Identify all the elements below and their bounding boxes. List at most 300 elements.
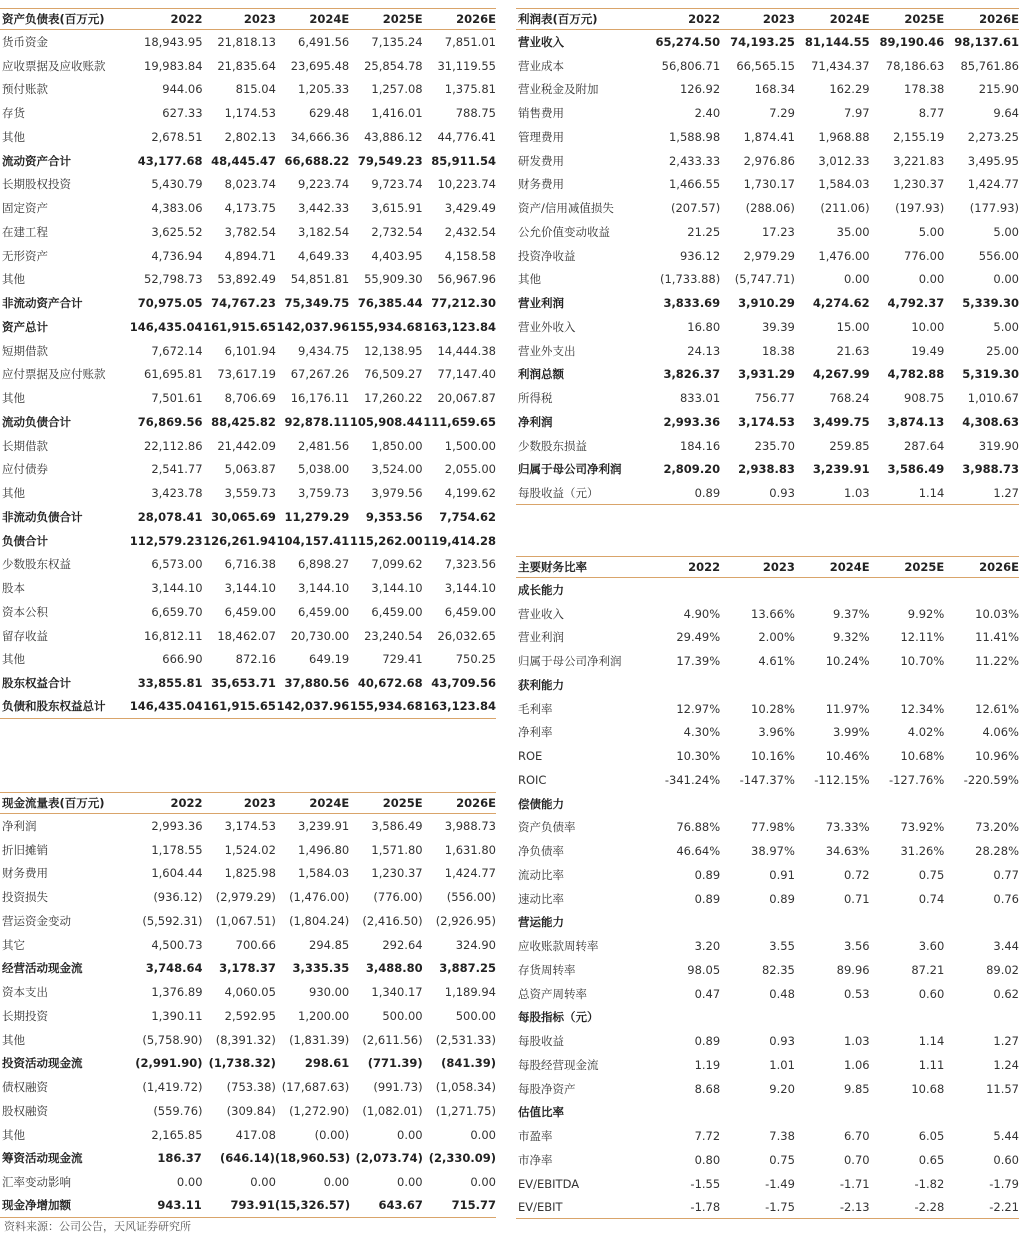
row-value: 9,434.75 (298, 343, 350, 358)
row-value: 7,099.62 (371, 557, 423, 572)
row-value: 1,340.17 (371, 985, 423, 1000)
row-value: 4,792.37 (887, 296, 945, 311)
row-value: 5.00 (993, 224, 1019, 239)
row-label: 无形资产 (2, 248, 48, 263)
row-value: 73.33% (825, 820, 870, 835)
row-value: -112.15% (814, 772, 870, 787)
row-value: 1,968.88 (818, 129, 870, 144)
row-value: 74,193.25 (730, 34, 795, 49)
row-value: 5,319.30 (962, 367, 1019, 382)
row-value: 4.30% (683, 725, 721, 740)
row-value: 16,812.11 (144, 628, 203, 643)
row-value: 8,023.74 (224, 177, 276, 192)
row-label: 短期借款 (2, 343, 48, 358)
row-value: 78,186.63 (885, 58, 945, 73)
row-value: 793.91 (230, 1198, 275, 1213)
table-row (516, 816, 1019, 840)
year-header: 2025E (904, 560, 945, 574)
row-value: -147.37% (739, 772, 795, 787)
year-header: 2024E (309, 796, 350, 810)
row-value: 20,730.00 (290, 628, 350, 643)
row-value: 417.08 (235, 1127, 276, 1142)
row-label: 少数股东损益 (518, 438, 587, 453)
row-value: 872.16 (235, 652, 276, 667)
row-value: 43,709.56 (431, 676, 496, 691)
financial-ratios-table (516, 556, 1019, 1219)
row-value: 1,730.17 (743, 177, 795, 192)
row-value: 944.06 (162, 82, 203, 97)
table-row (516, 626, 1019, 650)
row-value: (841.39) (441, 1056, 496, 1071)
row-value: 10.68% (900, 749, 945, 764)
table-row (0, 1170, 496, 1194)
row-value: 0.74 (918, 891, 945, 906)
row-label: 其他 (2, 1032, 25, 1047)
row-value: 3,979.56 (371, 486, 423, 501)
row-label: 负债和股东权益总计 (2, 699, 106, 714)
row-value: 1,584.03 (818, 177, 870, 192)
row-value: 1.27 (993, 1034, 1019, 1049)
row-value: (2,531.33) (435, 1032, 496, 1047)
row-value: 4,500.73 (151, 937, 203, 952)
row-value: 6,659.70 (151, 604, 203, 619)
row-value: 81,144.55 (804, 34, 870, 49)
source-note: 资料来源：公司公告，天风证券研究所 (4, 1220, 191, 1233)
row-value: 89,190.46 (879, 34, 945, 49)
row-value: 31,119.55 (437, 58, 496, 73)
row-label: 所得税 (518, 391, 553, 406)
row-value: 1,604.44 (151, 866, 203, 881)
row-value: 9.64 (993, 106, 1019, 121)
row-value: 23,240.54 (364, 628, 423, 643)
table-row (0, 933, 496, 957)
row-value: (207.57) (670, 201, 721, 216)
row-label: 估值比率 (518, 1105, 564, 1120)
row-value: 0.62 (993, 986, 1019, 1001)
row-value: 11.22% (975, 654, 1019, 669)
row-value: 0.93 (769, 485, 795, 500)
row-value: 3,988.73 (444, 818, 496, 833)
row-value: 3,495.95 (967, 153, 1019, 168)
row-value: 1,476.00 (818, 248, 870, 263)
row-value: 4.02% (907, 725, 945, 740)
row-value: 3,559.73 (224, 486, 276, 501)
row-value: 2,809.20 (663, 462, 721, 477)
row-label: 偿债能力 (518, 796, 564, 811)
row-value: 6.05 (918, 1129, 945, 1144)
row-label: 每股收益 (518, 1034, 564, 1049)
row-label: 总资产周转率 (518, 986, 587, 1001)
row-value: 11.57 (986, 1081, 1019, 1096)
row-value: 729.41 (382, 652, 423, 667)
row-label: 获利能力 (518, 677, 564, 692)
row-value: 4,649.33 (298, 248, 350, 263)
row-value: 48,445.47 (211, 153, 276, 168)
row-label: 应收票据及应收账款 (2, 58, 106, 73)
row-value: 34.63% (825, 844, 870, 859)
table-row (0, 671, 496, 695)
row-value: 21.25 (687, 224, 721, 239)
row-value: 3,144.10 (371, 581, 423, 596)
row-value: 4.61% (758, 654, 795, 669)
table-row (0, 291, 496, 315)
table-row (516, 244, 1019, 268)
row-value: 76,509.27 (364, 367, 423, 382)
row-value: (5,758.90) (142, 1032, 203, 1047)
row-label: 投资净收益 (518, 248, 576, 263)
row-value: 146,435.04 (129, 319, 203, 334)
balance-sheet-table (0, 8, 496, 719)
row-value: 715.77 (451, 1198, 496, 1213)
table-row (516, 602, 1019, 626)
row-value: 1,010.67 (967, 391, 1019, 406)
row-value: 3,615.91 (371, 201, 423, 216)
row-label: 其他 (2, 652, 25, 667)
row-label: 管理费用 (518, 129, 564, 144)
row-label: 投资活动现金流 (2, 1056, 83, 1071)
row-value: 4.06% (982, 725, 1019, 740)
row-value: 259.85 (829, 438, 870, 453)
table-row (0, 576, 496, 600)
row-value: 87.21 (911, 962, 945, 977)
year-header: 2024E (309, 12, 350, 26)
row-value: 324.90 (455, 937, 496, 952)
table-row (516, 1053, 1019, 1077)
table-row (0, 410, 496, 434)
row-value: 776.00 (904, 248, 945, 263)
row-value: 0.65 (918, 1152, 945, 1167)
row-value: (177.93) (969, 201, 1019, 216)
row-label: 营业税金及附加 (518, 82, 599, 97)
row-value: 9,353.56 (365, 509, 423, 524)
row-value: 3,221.83 (893, 153, 945, 168)
row-value: 25.00 (986, 343, 1019, 358)
row-value: 16.80 (687, 319, 721, 334)
row-value: -1.82 (914, 1176, 945, 1191)
row-label: 归属于母公司净利润 (518, 462, 622, 477)
row-label: 经营活动现金流 (2, 961, 83, 976)
row-value: -1.75 (765, 1199, 795, 1214)
row-value: 1.19 (694, 1057, 721, 1072)
row-value: 10.30% (676, 749, 721, 764)
row-value: 56,967.96 (437, 272, 496, 287)
row-value: (197.93) (895, 201, 945, 216)
row-label: 速动比率 (518, 891, 564, 906)
table-row (0, 885, 496, 909)
row-value: 0.00 (397, 1175, 423, 1190)
row-value: 2,979.29 (743, 248, 795, 263)
row-label: 净利率 (518, 725, 553, 740)
table-row (516, 386, 1019, 410)
year-header: 2026E (979, 560, 1019, 574)
row-value: 2,993.36 (663, 414, 721, 429)
row-value: 1,205.33 (298, 82, 350, 97)
row-label: 投资损失 (2, 890, 48, 905)
table-row (516, 458, 1019, 482)
table-row (0, 54, 496, 78)
table-row (0, 1099, 496, 1123)
table-row (516, 54, 1019, 78)
year-header: 2023 (762, 12, 795, 26)
row-value: 85,761.86 (960, 58, 1019, 73)
row-value: 1,416.01 (371, 106, 423, 121)
table-row (0, 814, 496, 838)
row-value: 3,524.00 (371, 462, 423, 477)
row-label: 债权融资 (2, 1080, 48, 1095)
row-value: -1.71 (839, 1176, 870, 1191)
row-value: 65,274.50 (655, 34, 721, 49)
table-row (0, 1052, 496, 1076)
row-value: 0.00 (993, 272, 1019, 287)
table-header (516, 8, 1019, 30)
row-value: 643.67 (378, 1198, 423, 1213)
row-value: 0.75 (918, 867, 945, 882)
row-value: 19.49 (911, 343, 945, 358)
row-value: 3,826.37 (663, 367, 721, 382)
row-value: 17.23 (761, 224, 795, 239)
row-value: 10.68 (911, 1081, 945, 1096)
table-row (0, 1004, 496, 1028)
row-value: 700.66 (235, 937, 276, 952)
year-header: 2023 (762, 560, 795, 574)
table-row (0, 1194, 496, 1218)
row-value: (991.73) (373, 1080, 423, 1095)
table-row (516, 101, 1019, 125)
row-value: 15.00 (836, 319, 870, 334)
row-value: 71,434.37 (811, 58, 870, 73)
year-header: 2022 (170, 796, 203, 810)
row-value: (1,067.51) (215, 913, 276, 928)
row-value: 6,459.00 (224, 604, 276, 619)
table-row (516, 768, 1019, 792)
row-value: 28,078.41 (137, 509, 203, 524)
row-value: -1.79 (989, 1176, 1019, 1191)
year-header: 2023 (243, 12, 276, 26)
row-value: 4,060.05 (224, 985, 276, 1000)
row-value: 215.90 (978, 82, 1019, 97)
year-header: 2022 (688, 560, 721, 574)
row-value: 53,892.49 (217, 272, 276, 287)
row-value: 0.89 (694, 485, 721, 500)
row-value: 3.96% (758, 725, 795, 740)
table-header (0, 8, 496, 30)
row-value: 3,174.53 (224, 818, 276, 833)
row-value: 4,308.63 (962, 414, 1019, 429)
row-value: (1,733.88) (660, 272, 721, 287)
row-value: 2,273.25 (967, 129, 1019, 144)
table-header (0, 792, 496, 814)
table-row (0, 78, 496, 102)
table-row (516, 30, 1019, 54)
row-value: 3,488.80 (365, 961, 423, 976)
row-value: 1.11 (918, 1057, 945, 1072)
row-value: 3,178.37 (219, 961, 276, 976)
table-row (0, 838, 496, 862)
row-value: 9.85 (843, 1081, 870, 1096)
row-value: -1.78 (690, 1199, 721, 1214)
row-value: 5,063.87 (224, 462, 276, 477)
row-label: 股本 (2, 581, 25, 596)
row-value: 11.97% (825, 701, 870, 716)
row-label: 营运资金变动 (2, 913, 71, 928)
row-value: 9.37% (833, 606, 870, 621)
row-value: (5,747.71) (734, 272, 795, 287)
row-value: (1,271.75) (435, 1103, 496, 1118)
row-label: 营业成本 (518, 58, 564, 73)
row-value: 10,223.74 (437, 177, 496, 192)
row-label: EV/EBITDA (518, 1176, 580, 1191)
row-label: 每股经营现金流 (518, 1057, 599, 1072)
row-value: 33,855.81 (137, 676, 203, 691)
row-value: 1.14 (918, 485, 945, 500)
row-value: 1,524.02 (224, 842, 276, 857)
row-value: 1,466.55 (668, 177, 721, 192)
row-value: 31.26% (900, 844, 945, 859)
row-value: 126.92 (679, 82, 721, 97)
table-row (0, 268, 496, 292)
row-value: 126,261.94 (203, 533, 276, 548)
row-label: 应收账款周转率 (518, 939, 599, 954)
row-value: (2,926.95) (435, 913, 496, 928)
row-value: 3,182.54 (298, 224, 350, 239)
table-row (0, 220, 496, 244)
row-value: 3,988.73 (962, 462, 1019, 477)
row-value: 155,934.68 (349, 699, 423, 714)
table-row (516, 1124, 1019, 1148)
row-value: 4,736.94 (151, 248, 203, 263)
row-value: 3,759.73 (298, 486, 350, 501)
row-value: 1,174.53 (224, 106, 276, 121)
row-value: (15,326.57) (274, 1198, 351, 1213)
table-row (0, 386, 496, 410)
row-value: 2,732.54 (371, 224, 423, 239)
row-value: 3,782.54 (224, 224, 276, 239)
table-row (516, 1196, 1019, 1220)
row-value: 1,496.80 (298, 842, 350, 857)
row-value: 3,887.25 (439, 961, 496, 976)
cash-flow-table (0, 792, 496, 1218)
row-value: 4,894.71 (224, 248, 276, 263)
row-value: 1.14 (918, 1034, 945, 1049)
row-value: 9,723.74 (371, 177, 423, 192)
row-value: 18,943.95 (144, 34, 203, 49)
row-value: 20,067.87 (437, 391, 496, 406)
row-label: 筹资活动现金流 (2, 1151, 83, 1166)
row-value: 3,748.64 (145, 961, 203, 976)
row-value: 184.16 (679, 438, 721, 453)
year-header: 2025E (382, 796, 423, 810)
row-value: 28.28% (975, 844, 1019, 859)
row-label: 少数股东权益 (2, 557, 71, 572)
table-row (516, 481, 1019, 505)
row-value: 66,688.22 (284, 153, 350, 168)
year-header: 2022 (688, 12, 721, 26)
row-value: 1,631.80 (444, 842, 496, 857)
row-value: (1,738.32) (208, 1056, 276, 1071)
row-value: 2.00% (758, 630, 795, 645)
row-value: 9.92% (907, 606, 945, 621)
row-value: 5.00 (993, 319, 1019, 334)
table-row (0, 481, 496, 505)
year-header: 2026E (456, 796, 496, 810)
row-value: 6,898.27 (298, 557, 350, 572)
row-value: -1.49 (765, 1176, 795, 1191)
row-value: 17,260.22 (364, 391, 423, 406)
table-row (516, 125, 1019, 149)
row-label: 净负债率 (518, 844, 564, 859)
section-row (516, 1006, 1019, 1030)
row-value: -1.55 (690, 1176, 721, 1191)
row-value: 73.20% (975, 820, 1019, 835)
table-row (516, 1172, 1019, 1196)
table-row (0, 101, 496, 125)
row-value: 104,157.41 (276, 533, 350, 548)
table-row (0, 909, 496, 933)
row-value: (288.06) (745, 201, 795, 216)
row-label: 毛利率 (518, 701, 553, 716)
table-row (0, 695, 496, 719)
table-row (516, 1029, 1019, 1053)
row-label: 归属于母公司净利润 (518, 654, 622, 669)
row-label: 营业外支出 (518, 343, 576, 358)
row-value: 6,573.00 (151, 557, 203, 572)
row-value: 3,335.35 (292, 961, 350, 976)
row-value: 7,501.61 (151, 391, 203, 406)
row-value: 298.61 (304, 1056, 350, 1071)
row-value: 66,565.15 (736, 58, 795, 73)
row-value: 105,908.44 (349, 414, 423, 429)
row-value: -341.24% (664, 772, 721, 787)
row-value: 768.24 (829, 391, 870, 406)
table-row (0, 529, 496, 553)
table-row (516, 934, 1019, 958)
row-value: 0.00 (843, 272, 870, 287)
row-value: 1.06 (843, 1057, 870, 1072)
row-value: (2,073.74) (355, 1151, 423, 1166)
row-value: 88,425.82 (211, 414, 276, 429)
row-label: 利润总额 (518, 367, 564, 382)
row-value: 24.13 (687, 343, 721, 358)
row-value: (1,082.01) (362, 1103, 423, 1118)
row-value: (2,979.29) (215, 890, 276, 905)
row-value: 4,199.62 (444, 486, 496, 501)
row-value: (1,272.90) (289, 1103, 350, 1118)
row-value: 1,375.81 (444, 82, 496, 97)
row-label: ROIC (518, 772, 547, 787)
row-value: 2,976.86 (743, 153, 795, 168)
row-value: 161,915.65 (203, 319, 276, 334)
table-row (0, 1123, 496, 1147)
row-value: 35,653.71 (211, 676, 276, 691)
row-label: 研发费用 (518, 153, 564, 168)
row-value: 0.60 (993, 1152, 1019, 1167)
row-value: 3,144.10 (151, 581, 203, 596)
row-value: 1,584.03 (298, 866, 350, 881)
row-label: 汇率变动影响 (2, 1175, 71, 1190)
row-value: 39.39 (761, 319, 795, 334)
row-value: 23,695.48 (290, 58, 350, 73)
row-label: EV/EBIT (518, 1199, 563, 1214)
row-value: 10.00 (911, 319, 945, 334)
row-value: 13.66% (751, 606, 795, 621)
row-value: 0.89 (769, 891, 795, 906)
row-value: 0.91 (769, 867, 795, 882)
row-value: 37,880.56 (284, 676, 350, 691)
table-row (516, 196, 1019, 220)
row-value: 10.46% (825, 749, 870, 764)
row-value: 3,586.49 (371, 818, 423, 833)
row-value: 79,549.23 (357, 153, 423, 168)
